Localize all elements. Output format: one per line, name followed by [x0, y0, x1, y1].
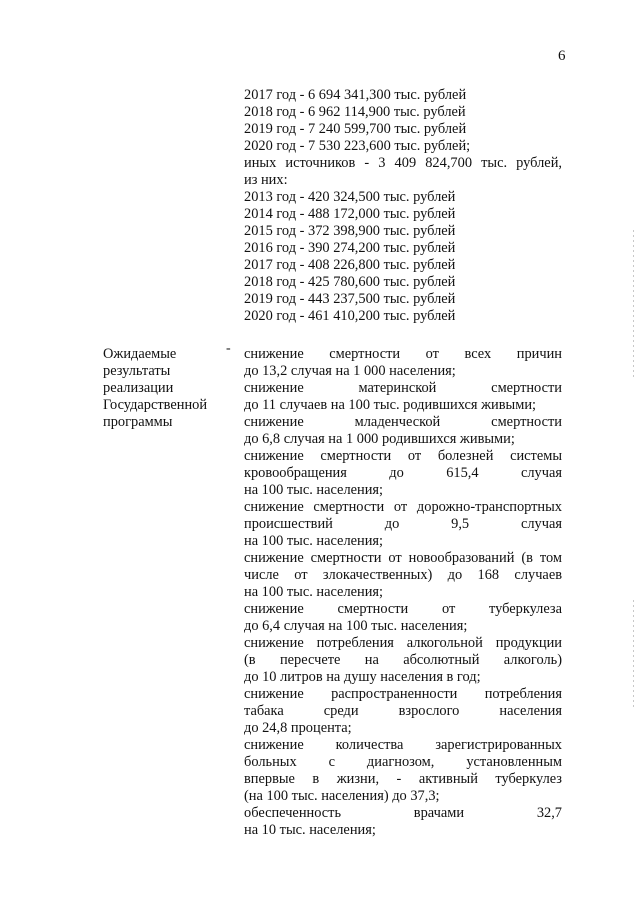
funding-line: 2020 год - 461 410,200 тыс. рублей: [244, 308, 456, 324]
results-label: [103, 346, 223, 431]
funding-line: 2019 год - 7 240 599,700 тыс. рублей: [244, 121, 467, 137]
results-label-line: реализации: [103, 380, 174, 396]
label-dash: -: [226, 341, 231, 356]
result-line: снижение потребления алкогольной продукции: [244, 635, 562, 651]
funding-line: 2013 год - 420 324,500 тыс. рублей: [244, 189, 456, 205]
funding-line: 2017 год - 408 226,800 тыс. рублей: [244, 257, 456, 273]
result-item: [244, 346, 562, 380]
results-label-line: Ожидаемые: [103, 346, 177, 362]
result-line: впервые в жизни, - активный туберкулез: [244, 771, 562, 787]
results-label-line: результаты: [103, 363, 171, 379]
funding-line: 2018 год - 425 780,600 тыс. рублей: [244, 274, 456, 290]
result-line: кровообращения до 615,4 случая: [244, 465, 562, 481]
funding-line: 2014 год - 488 172,000 тыс. рублей: [244, 206, 456, 222]
result-line: происшествий до 9,5 случая: [244, 516, 562, 532]
result-item: [244, 601, 562, 635]
results-list: [244, 346, 562, 839]
result-line: снижение распространенности потребления: [244, 686, 562, 702]
result-line: до 6,8 случая на 1 000 родившихся живыми;: [244, 431, 515, 447]
result-line: снижение смертности от всех причин: [244, 346, 562, 362]
result-line: снижение количества зарегистрированных: [244, 737, 562, 753]
funding-line: 2016 год - 390 274,200 тыс. рублей: [244, 240, 456, 256]
scan-artifact-mark: [633, 600, 634, 710]
result-item: [244, 448, 562, 499]
result-item: [244, 380, 562, 414]
result-line: обеспеченность врачами 32,7: [244, 805, 562, 821]
scan-artifact-mark: [633, 230, 634, 380]
result-line: снижение смертности от туберкулеза: [244, 601, 562, 617]
funding-line: 2019 год - 443 237,500 тыс. рублей: [244, 291, 456, 307]
result-line: табака среди взрослого населения: [244, 703, 562, 719]
result-line: до 10 литров на душу населения в год;: [244, 669, 481, 685]
result-line: до 24,8 процента;: [244, 720, 352, 736]
result-item: [244, 550, 562, 601]
result-line: на 100 тыс. населения;: [244, 482, 384, 498]
result-line: до 13,2 случая на 1 000 населения;: [244, 363, 456, 379]
funding-line: 2015 год - 372 398,900 тыс. рублей: [244, 223, 456, 239]
other-sources-line: иных источников - 3 409 824,700 тыс. рублей,: [244, 155, 562, 171]
funding-line: 2020 год - 7 530 223,600 тыс. рублей;: [244, 138, 471, 154]
result-item: [244, 635, 562, 686]
page-number: 6: [558, 48, 566, 64]
result-line: до 11 случаев на 100 тыс. родившихся живыми;: [244, 397, 537, 413]
funding-line: 2018 год - 6 962 114,900 тыс. рублей: [244, 104, 466, 120]
funding-line: 2017 год - 6 694 341,300 тыс. рублей: [244, 87, 467, 103]
result-item: [244, 414, 562, 448]
result-line: на 100 тыс. населения;: [244, 533, 384, 549]
result-line: на 10 тыс. населения;: [244, 822, 376, 838]
results-label-line: Государственной: [103, 397, 208, 413]
result-item: [244, 737, 562, 805]
other-sources-tail: из них:: [244, 172, 288, 188]
result-line: на 100 тыс. населения;: [244, 584, 384, 600]
result-item: [244, 805, 562, 839]
result-line: (на 100 тыс. населения) до 37,3;: [244, 788, 440, 804]
result-line: числе от злокачественных) до 168 случаев: [244, 567, 562, 583]
result-line: снижение материнской смертности: [244, 380, 562, 396]
result-line: снижение смертности от дорожно-транспортных: [244, 499, 562, 515]
result-line: снижение смертности от болезней системы: [244, 448, 562, 464]
result-line: больных с диагнозом, установленным: [244, 754, 562, 770]
result-line: снижение смертности от новообразований (в том: [244, 550, 562, 566]
result-item: [244, 686, 562, 737]
result-line: (в пересчете на абсолютный алкоголь): [244, 652, 562, 668]
result-line: снижение младенческой смертности: [244, 414, 562, 430]
results-label-line: программы: [103, 414, 173, 430]
result-item: [244, 499, 562, 550]
funding-section: [244, 87, 562, 325]
result-line: до 6,4 случая на 100 тыс. населения;: [244, 618, 468, 634]
